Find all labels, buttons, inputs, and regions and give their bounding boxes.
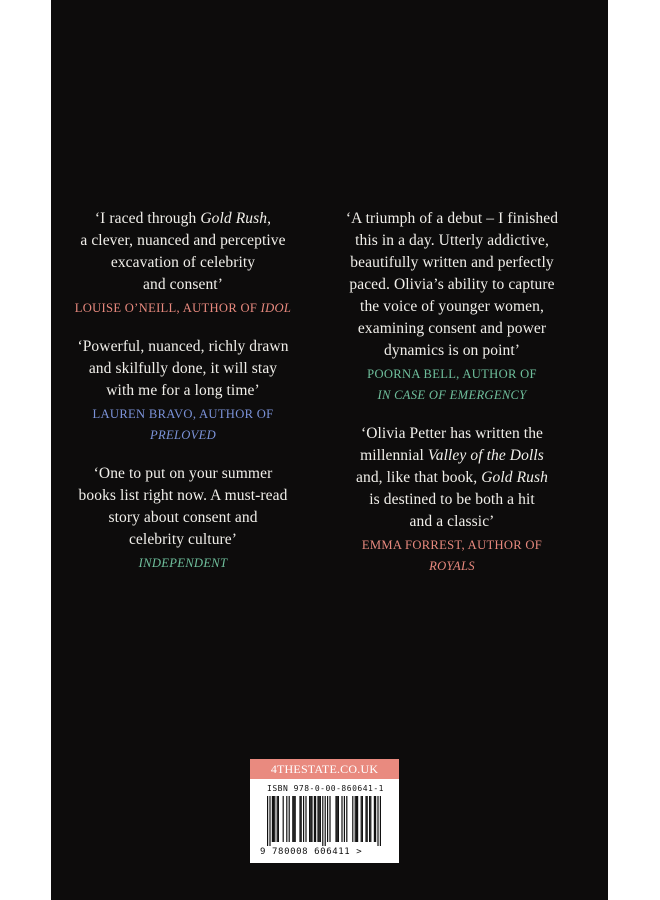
text-run: the voice of younger women, [360,298,544,315]
barcode-bar [346,796,347,842]
quote-line [330,296,574,318]
barcode-bar [274,796,275,842]
barcode-bar [310,796,311,842]
quote-line [61,485,305,507]
attribution-line [59,404,307,425]
quote-line [330,208,574,230]
barcode-bar [322,796,323,846]
review-blurb [328,208,576,406]
barcode-bar [311,796,312,842]
barcode-panel [250,759,399,863]
attribution-line [59,553,307,574]
quote-line [330,274,574,296]
text-run: ‘I raced through [94,210,201,227]
left-review-column [59,208,307,591]
quote-line [61,208,305,230]
text-run: ‘A triumph of a debut – I finished [345,210,559,227]
review-quote [59,336,307,402]
isbn-text: ISBN 978-0-00-860641-1 [267,784,384,793]
italic-title: Gold Rush [481,469,548,486]
review-quote [328,208,576,362]
barcode-bar [341,796,342,842]
barcode-bar [338,796,339,842]
text-run: LOUISE O’NEILL, AUTHOR OF [74,301,261,315]
attribution-line [328,556,576,577]
barcode-bar [329,796,330,842]
quote-line [61,507,305,529]
text-run: POORNA BELL, AUTHOR OF [367,367,537,381]
review-quote [59,208,307,296]
barcode-bar [286,796,287,842]
text-run: ‘Powerful, nuanced, richly drawn [77,338,289,355]
barcode-bar [361,796,362,842]
quote-line [330,445,574,467]
review-attribution [328,364,576,406]
barcode-bar [314,796,315,842]
quote-line [61,529,305,551]
barcode-digits: 9 780008 606411 > [260,847,363,857]
italic-title: Gold Rush [200,210,268,227]
quote-line [330,467,574,489]
text-run: is destined to be both a hit [369,491,535,508]
text-run: ‘Olivia Petter has written the [360,425,544,442]
barcode-bar [355,796,356,842]
quote-line [61,274,305,296]
review-attribution [59,298,307,319]
barcode-bar [292,796,293,842]
barcode-bar [356,796,357,842]
text-run: beautifully written and perfectly [350,254,554,271]
review-attribution [59,553,307,574]
barcode-bar [362,796,363,842]
quote-line [330,252,574,274]
quote-line [330,423,574,445]
text-run: a clever, nuanced and perceptive [80,232,286,249]
barcode-bar [344,796,345,842]
barcode-bar [357,796,358,842]
barcode-bar [319,796,320,842]
quote-line [330,340,574,362]
barcode-bar [309,796,310,842]
text-run: ‘One to put on your summer [93,465,273,482]
review-quote [328,423,576,533]
text-run: , [267,210,272,227]
barcode-bar [289,796,290,842]
quote-line [330,230,574,252]
barcode-bar [272,796,273,842]
barcode-bar [369,796,370,842]
publisher-website-label: 4THESTATE.CO.UK [250,759,399,779]
barcode-bar [377,796,378,846]
italic-title: INDEPENDENT [138,556,228,570]
text-run: paced. Olivia’s ability to capture [349,276,555,293]
barcode-bar [367,796,368,842]
barcode-bar [301,796,302,842]
text-run: celebrity culture’ [128,531,238,548]
barcode-bar [273,796,274,842]
quote-line [61,380,305,402]
quote-line [330,489,574,511]
barcode-bar [293,796,294,842]
barcode-bar [278,796,279,842]
italic-title: Valley of the Dolls [427,447,544,464]
barcode-bar [374,796,375,842]
text-run: millennial [360,447,428,464]
barcode-bar [365,796,366,842]
barcode-bar [370,796,371,842]
italic-title: IDOL [260,301,292,315]
italic-title: PRELOVED [149,428,217,442]
text-run: books list right now. A must-read [78,487,288,504]
text-run: and skilfully done, it will stay [88,360,278,377]
barcode-bar [317,796,318,842]
barcode-bar [352,796,353,842]
barcode-bar [327,796,328,842]
italic-title: ROYALS [429,559,475,573]
barcode-bar [380,796,381,846]
review-attribution [59,404,307,446]
quote-line [330,511,574,533]
attribution-line [328,385,576,406]
text-run: excavation of celebrity [110,254,256,271]
attribution-line [59,298,307,319]
barcode-icon [260,796,389,846]
right-review-column [328,208,576,594]
attribution-line [328,535,576,556]
text-run: dynamics is on point’ [384,342,520,359]
review-quote [59,463,307,551]
text-run: and, like that book, [356,469,482,486]
barcode-bar [325,796,326,846]
text-run: and a classic’ [409,513,495,530]
barcode-bar [375,796,376,842]
barcode-bar [277,796,278,842]
review-blurb [328,423,576,577]
barcode-bar [320,796,321,842]
review-blurb [59,336,307,446]
barcode-bar [295,796,296,842]
barcode-bar [315,796,316,842]
quote-line [61,463,305,485]
barcode-bar [299,796,300,842]
barcode-bar [303,796,304,842]
attribution-line [328,364,576,385]
text-run: and consent’ [143,276,223,293]
quote-line [61,230,305,252]
quote-line [61,252,305,274]
review-blurb [59,463,307,574]
quote-line [61,358,305,380]
quote-line [61,336,305,358]
barcode-bar [335,796,336,842]
text-run: EMMA FORREST, AUTHOR OF [361,538,543,552]
barcode-bar [283,796,284,842]
barcode-bar [305,796,306,842]
italic-title: IN CASE OF EMERGENCY [377,388,527,402]
barcode-bar [267,796,268,846]
text-run: story about consent and [108,509,258,526]
review-blurb [59,208,307,319]
book-back-cover [51,0,608,900]
barcode-bar [337,796,338,842]
review-attribution [328,535,576,577]
text-run: this in a day. Utterly addictive, [355,232,549,249]
barcode-bar [269,796,270,846]
text-run: with me for a long time’ [106,382,260,399]
quote-line [330,318,574,340]
text-run: examining consent and power [357,320,547,337]
attribution-line [59,425,307,446]
text-run: LAUREN BRAVO, AUTHOR OF [92,407,274,421]
